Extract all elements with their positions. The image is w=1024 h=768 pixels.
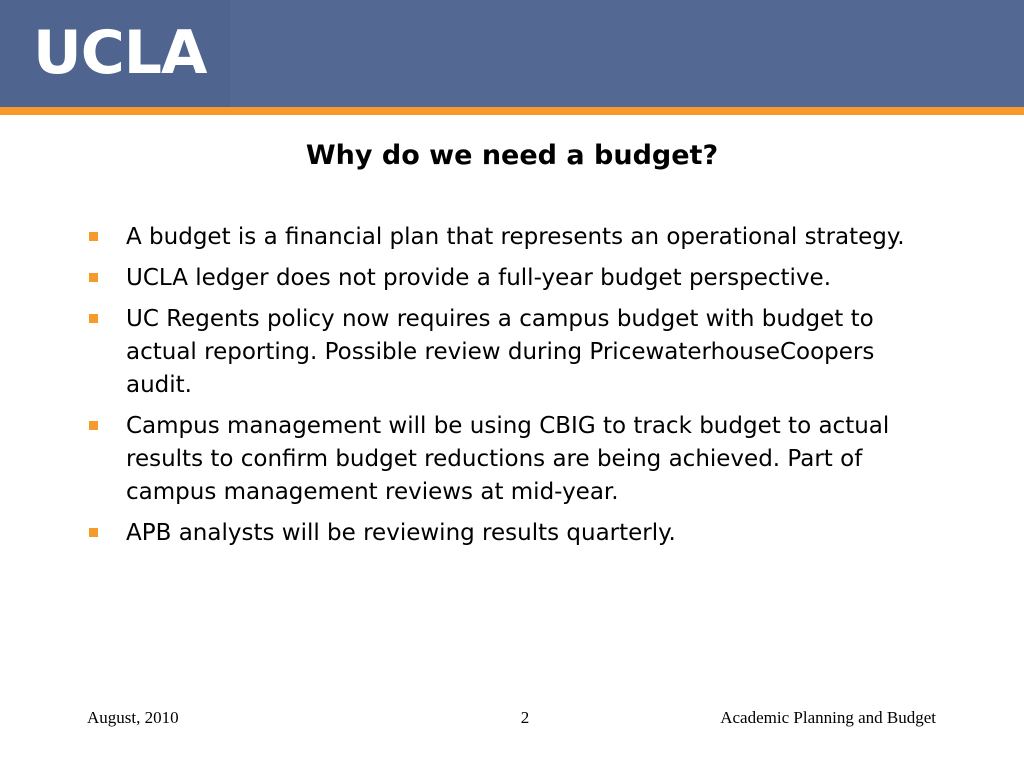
square-bullet-icon [89, 273, 98, 282]
bullet-text: Campus management will be using CBIG to track budget to actual results to confirm budget reductions are being achieved. Part of campus management reviews at mid-year. [126, 413, 890, 505]
square-bullet-icon [89, 314, 98, 323]
square-bullet-icon [89, 528, 98, 537]
bullet-item [86, 303, 936, 402]
bullet-item [86, 517, 936, 550]
bullet-text: A budget is a financial plan that represents an operational strategy. [126, 224, 905, 250]
bullet-text: APB analysts will be reviewing results quarterly. [126, 520, 676, 546]
footer-organization: Academic Planning and Budget [720, 708, 936, 727]
header-accent-rule [0, 107, 1024, 115]
logo-panel [0, 0, 230, 107]
footer-page-number: 2 [520, 708, 530, 727]
slide-title: Why do we need a budget? [305, 140, 719, 171]
bullet-text: UC Regents policy now requires a campus budget with budget to actual reporting. Possible review during PricewaterhouseCoopers audit. [126, 306, 875, 398]
bullet-list [86, 221, 936, 558]
bullet-item [86, 262, 936, 295]
bullet-item [86, 221, 936, 254]
bullet-text: UCLA ledger does not provide a full-year budget perspective. [126, 265, 832, 291]
bullet-item [86, 410, 936, 509]
ucla-logo: UCLA [33, 18, 207, 88]
header-band [0, 0, 1024, 107]
square-bullet-icon [89, 232, 98, 241]
footer-date: August, 2010 [87, 708, 179, 727]
square-bullet-icon [89, 421, 98, 430]
